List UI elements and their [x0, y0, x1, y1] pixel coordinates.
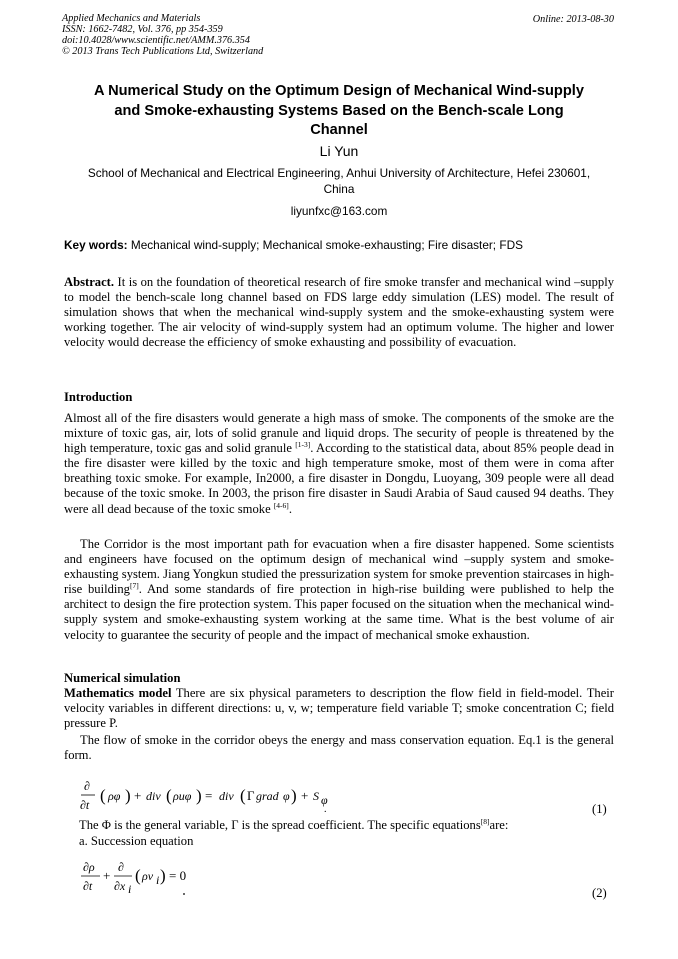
keywords-label: Key words: [64, 238, 128, 252]
svg-text:(: ( [166, 786, 172, 805]
svg-text:∂: ∂ [84, 779, 90, 793]
citation: [8] [480, 817, 490, 826]
title-line: Channel [310, 122, 368, 138]
online-date: Online: 2013-08-30 [532, 14, 614, 25]
affiliation [62, 166, 616, 197]
svg-text:(: ( [240, 786, 246, 805]
equation-2-period [182, 890, 190, 898]
keywords-text: Mechanical wind-supply; Mechanical smoke-exhausting; Fire disaster; FDS [127, 238, 523, 252]
introduction-paragraph-1: Almost all of the fire disasters would generate a high mass of smoke. The components of the smoke are the mixture of toxic gas, air, lots of solid granule and liquid drops. The security of people is threatened by the high temperature, toxic gas and solid granule [1-3]. According to the statistical data, about 85% people dead in the fire disaster were killed by the toxic and high temperature smoke, most of them were in coma after breathing toxic smoke. For example, In2000, a fire disaster in Dongdu, Luoyang, 309 people were all dead because of the toxic smoke. In 2003, the prison fire disaster in Saudi Arabia of Saud caused 94 deaths. They were all dead because of the toxic smoke [4-6]. [64, 411, 614, 516]
title-line: and Smoke-exhausting Systems Based on the Bench-scale Long [114, 102, 564, 119]
svg-text:+: + [134, 788, 142, 803]
svg-text:∂x: ∂x [114, 879, 126, 893]
journal-issn: ISSN: 1662-7482, Vol. 376, pp 354-359 [62, 23, 223, 35]
author-name: Li Yun [319, 143, 359, 159]
equation-1-formula [78, 776, 378, 816]
introduction-paragraph-2: The Corridor is the most important path for evacuation when a fire disaster happened. Some scientists and engineers have focused on the optimum design of mechanical wind –supply system and smoke-exhausting system. Jiang Yongkun studied the pressurization system for smoke prevention staircases in high-rise building[7]. And some standards of fire protection in high-rise building were published to help the architect to design the fire protection system. This paper focused on the situation when the mechanical wind-supply system and smoke-exhausting system working at the same time. What is the best volume of air velocity to guarantee the security of people and the impact of mechanical smoke exhaustion. [64, 537, 614, 642]
svg-text:.: . [324, 804, 327, 815]
subsection-label: Mathematics model [64, 686, 172, 700]
abstract-label: Abstract. [64, 275, 115, 289]
section-heading-numerical-simulation: Numerical simulation [64, 671, 181, 685]
svg-text:+: + [301, 788, 309, 803]
general-variable-sentence: The Φ is the general variable, Γ is the spread coefficient. The specific equations[8]are: [79, 817, 509, 832]
svg-text:φ: φ [283, 789, 290, 803]
svg-text:ρv: ρv [142, 869, 154, 883]
svg-text:S: S [313, 789, 319, 803]
svg-text:ρφ: ρφ [108, 789, 121, 803]
abstract-text: It is on the foundation of theoretical research of fire smoke transfer and mechanical wind –supply to model the bench-scale long channel based on FDS large eddy simulation (LES) model. The result of simulation shows that when the mechanical wind-supply system and the smoke-exhausting system were working together. The air velocity of wind-supply system had an optimum volume. The higher and lower velocity would decrease the efficiency of smoke exhausting and possibility of evacuation. [64, 275, 614, 350]
section-heading-introduction: Introduction [64, 390, 133, 404]
svg-text:div: div [146, 789, 161, 803]
svg-text:(: ( [100, 786, 106, 805]
svg-text:∂: ∂ [118, 860, 124, 874]
succession-equation-label: a. Succession equation [79, 834, 194, 848]
svg-text:ρuφ: ρuφ [173, 789, 192, 803]
svg-text:i: i [156, 873, 160, 887]
abstract [64, 275, 614, 350]
svg-text:): ) [196, 786, 202, 805]
svg-text:div: div [219, 789, 234, 803]
svg-text:): ) [125, 786, 131, 805]
svg-text:grad: grad [256, 789, 279, 803]
journal-header [62, 14, 263, 58]
svg-text:): ) [291, 786, 297, 805]
journal-copyright: © 2013 Trans Tech Publications Ltd, Switzerland [62, 45, 264, 57]
author-email: liyunfxc@163.com [290, 204, 388, 218]
svg-text:=: = [205, 788, 213, 803]
svg-text:(: ( [135, 866, 141, 885]
citation: [1-3] [295, 440, 311, 450]
svg-text:= 0: = 0 [169, 868, 187, 883]
svg-text:Γ: Γ [247, 788, 255, 803]
affiliation-line: China [323, 181, 355, 196]
equation-1-number: (1) [592, 802, 607, 816]
svg-text:∂ρ: ∂ρ [83, 860, 95, 874]
svg-text:∂t: ∂t [83, 879, 93, 893]
mathematics-model-paragraph: Mathematics model There are six physical parameters to description the flow field in field-model. Their velocity variables in different directions: u, v, w; temperature field variable T; smoke concentration C; field pressure P. [64, 686, 614, 731]
svg-text:+: + [103, 868, 111, 883]
svg-text:i: i [128, 882, 132, 896]
flow-paragraph: The flow of smoke in the corridor obeys the energy and mass conservation equation. Eq.1 is the general form. [64, 733, 614, 763]
affiliation-line: School of Mechanical and Electrical Engineering, Anhui University of Architecture, Hefei 230601, [87, 166, 591, 180]
svg-text:): ) [160, 866, 166, 885]
journal-name: Applied Mechanics and Materials [62, 13, 201, 24]
title-line: A Numerical Study on the Optimum Design of Mechanical Wind-supply [94, 83, 584, 99]
citation: [7] [129, 581, 139, 591]
paper-title [62, 82, 616, 141]
svg-text:∂t: ∂t [80, 798, 90, 812]
svg-text:φ: φ [321, 793, 328, 807]
equation-2-number: (2) [592, 886, 607, 900]
citation: [4-6] [273, 500, 289, 510]
journal-doi: doi:10.4028/www.scientific.net/AMM.376.354 [62, 34, 250, 46]
keywords [64, 238, 618, 252]
